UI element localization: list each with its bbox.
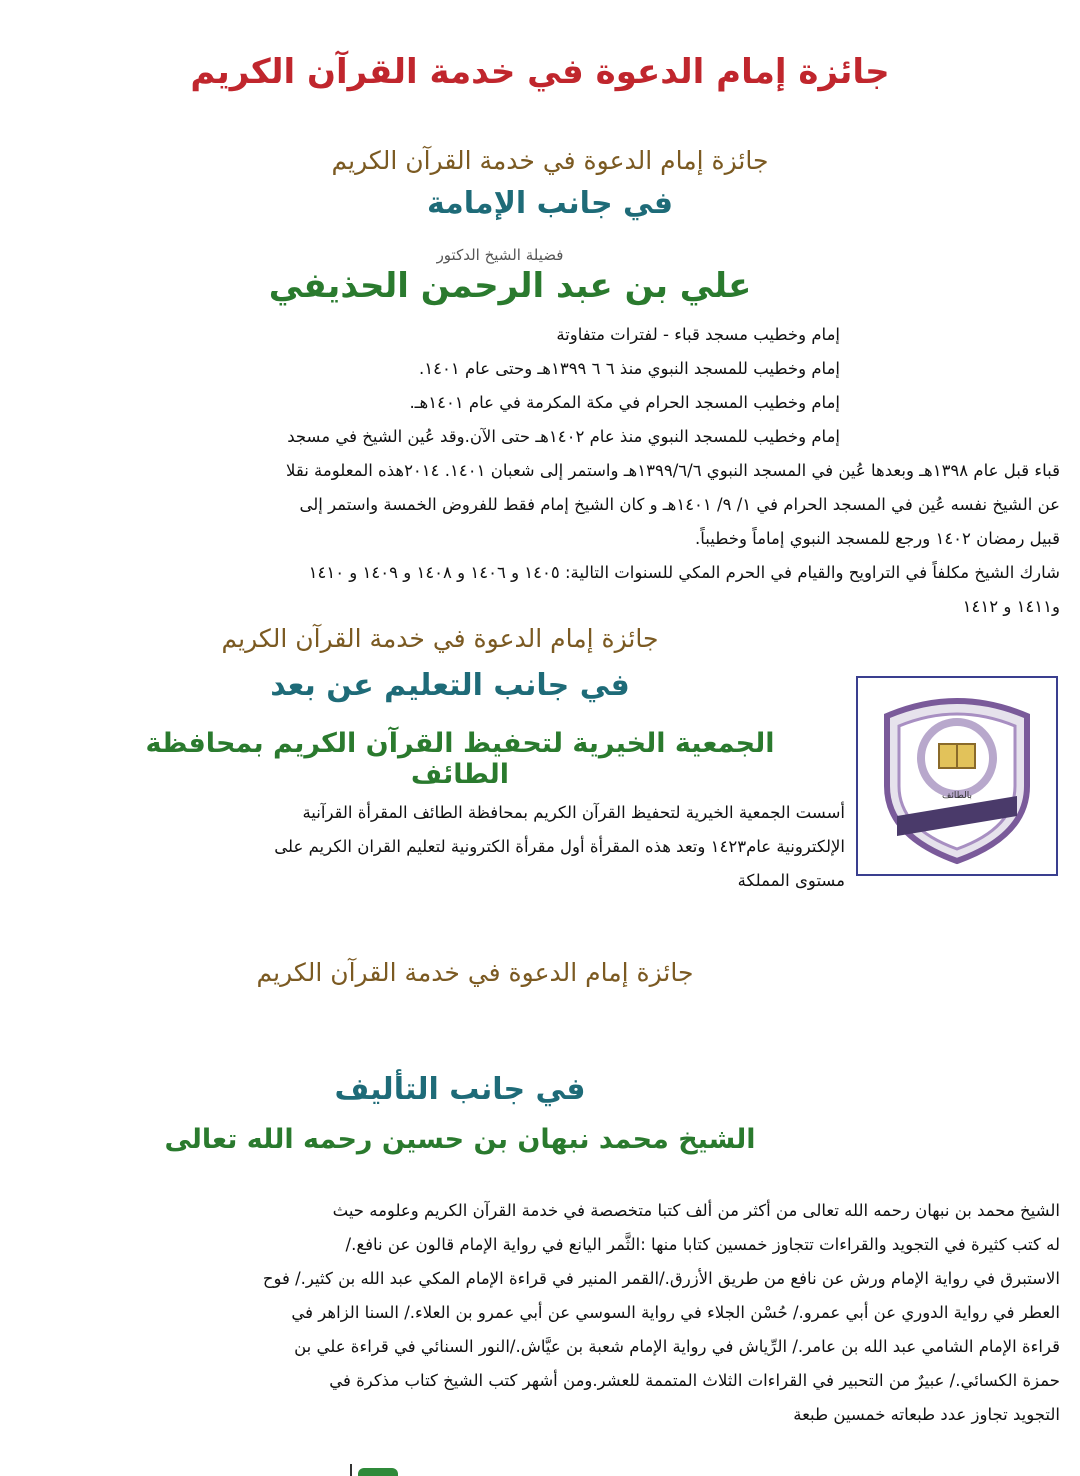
text-line: إمام وخطيب المسجد الحرام في مكة المكرمة في عام ١٤٠١هـ.: [409, 393, 840, 412]
text-line: مستوى المملكة: [737, 871, 845, 890]
section3-body: [80, 1194, 1060, 1432]
section3-category: في جانب التأليف: [334, 1072, 586, 1107]
logo-caption: بالطائف: [942, 791, 972, 801]
association-logo: [856, 676, 1058, 876]
text-line: الإلكترونية عام١٤٢٣ وتعد هذه المقرأة أول مقرأة الكترونية لتعليم القران الكريم على: [274, 837, 845, 856]
text-line: له كتب كثيرة في التجويد والقراءات تتجاوز خمسين كتابا منها :الثَّمر اليانع في رواية الإمام قالون عن نافع./: [345, 1235, 1060, 1254]
text-line: إمام وخطيب للمسجد النبوي منذ ٦ ٦ ١٣٩٩هـ وحتى عام ١٤٠١.: [419, 359, 840, 378]
text-line: الاستبرق في رواية الإمام ورش عن نافع من طريق الأزرق./القمر المنير في قراءة الإمام المكي عبد الله بن كثير./ فوح: [262, 1269, 1060, 1288]
section3-award-heading: جائزة إمام الدعوة في خدمة القرآن الكريم: [256, 958, 694, 987]
text-line: قبيل رمضان ١٤٠٢ ورجع للمسجد النبوي إماماً وخطيباً.: [694, 529, 1060, 548]
section2-category: في جانب التعليم عن بعد: [270, 668, 630, 703]
text-line: الشيخ محمد بن نبهان رحمه الله تعالى من أكثر من ألف كتبا متخصصة في خدمة القرآن الكريم وعلومه حيث: [332, 1201, 1060, 1220]
section1-body-top: [280, 318, 840, 420]
text-line: العطر في رواية الدوري عن أبي عمرو./ حُسْن الجلاء في رواية السوسي عن أبي عمرو بن العلاء./ السنا الزاهر في: [291, 1303, 1060, 1322]
text-line: قباء قبل عام ١٣٩٨هـ وبعدها عُين في المسجد النبوي ١٣٩٩/٦/٦هـ واستمر إلى شعبان ١٤٠١. ٢٠١٤هذه المعلومة نقلا: [286, 461, 1060, 480]
section1-body-full: [80, 454, 1060, 624]
text-line: حمزة الكسائي./ عبيرٌ من التحبير في القراءات الثلاث المتممة للعشر.ومن أشهر كتب الشيخ كتاب مذكرة في: [329, 1371, 1060, 1390]
section2-name: الجمعية الخيرية لتحفيظ القرآن الكريم بمحافظة الطائف: [145, 728, 775, 790]
page-title: جائزة إمام الدعوة في خدمة القرآن الكريم: [190, 52, 890, 92]
section1-name: علي بن عبد الرحمن الحذيفي: [268, 266, 752, 306]
section1-award-heading: جائزة إمام الدعوة في خدمة القرآن الكريم: [331, 146, 769, 175]
shield-logo-icon: [867, 686, 1047, 866]
text-line: و١٤١١ و ١٤١٢: [962, 597, 1060, 616]
text-line: إمام وخطيب مسجد قباء - لفترات متفاوتة: [556, 325, 840, 344]
section2-award-heading: جائزة إمام الدعوة في خدمة القرآن الكريم: [221, 624, 659, 653]
section1-category: في جانب الإمامة: [426, 186, 674, 221]
section1-honorific: فضيلة الشيخ الدكتور: [436, 246, 564, 264]
text-line: إمام وخطيب للمسجد النبوي منذ عام ١٤٠٢هـ حتى الآن.وقد عُين الشيخ في مسجد: [287, 427, 840, 446]
section3-name: الشيخ محمد نبهان بن حسين رحمه الله تعالى: [164, 1124, 756, 1155]
text-line: قراءة الإمام الشامي عبد الله بن عامر./ الرِّياش في رواية الإمام شعبة بن عيَّاش./النور السنائي في قراءة علي بن: [294, 1337, 1060, 1356]
text-line: التجويد تجاوز عدد طبعاته خمسين طبعة: [793, 1405, 1060, 1424]
text-line: شارك الشيخ مكلفاً في التراويح والقيام في الحرم المكي للسنوات التالية: ١٤٠٥ و ١٤٠٦ و ١٤٠٨ و ١٤٠٩ و ١٤١٠: [308, 563, 1060, 582]
text-line: عن الشيخ نفسه عُين في المسجد الحرام في ١/ ٩/ ١٤٠١هـ و كان الشيخ إمام فقط للفروض الخمسة واستمر إلى: [299, 495, 1060, 514]
page-number-tab: [358, 1468, 398, 1476]
section2-body: [80, 796, 845, 898]
text-line: أسست الجمعية الخيرية لتحفيظ القرآن الكريم بمحافظة الطائف المقرأة القرآنية: [302, 803, 845, 822]
section1-body-wide: [80, 420, 840, 454]
footer-divider: [350, 1464, 352, 1476]
